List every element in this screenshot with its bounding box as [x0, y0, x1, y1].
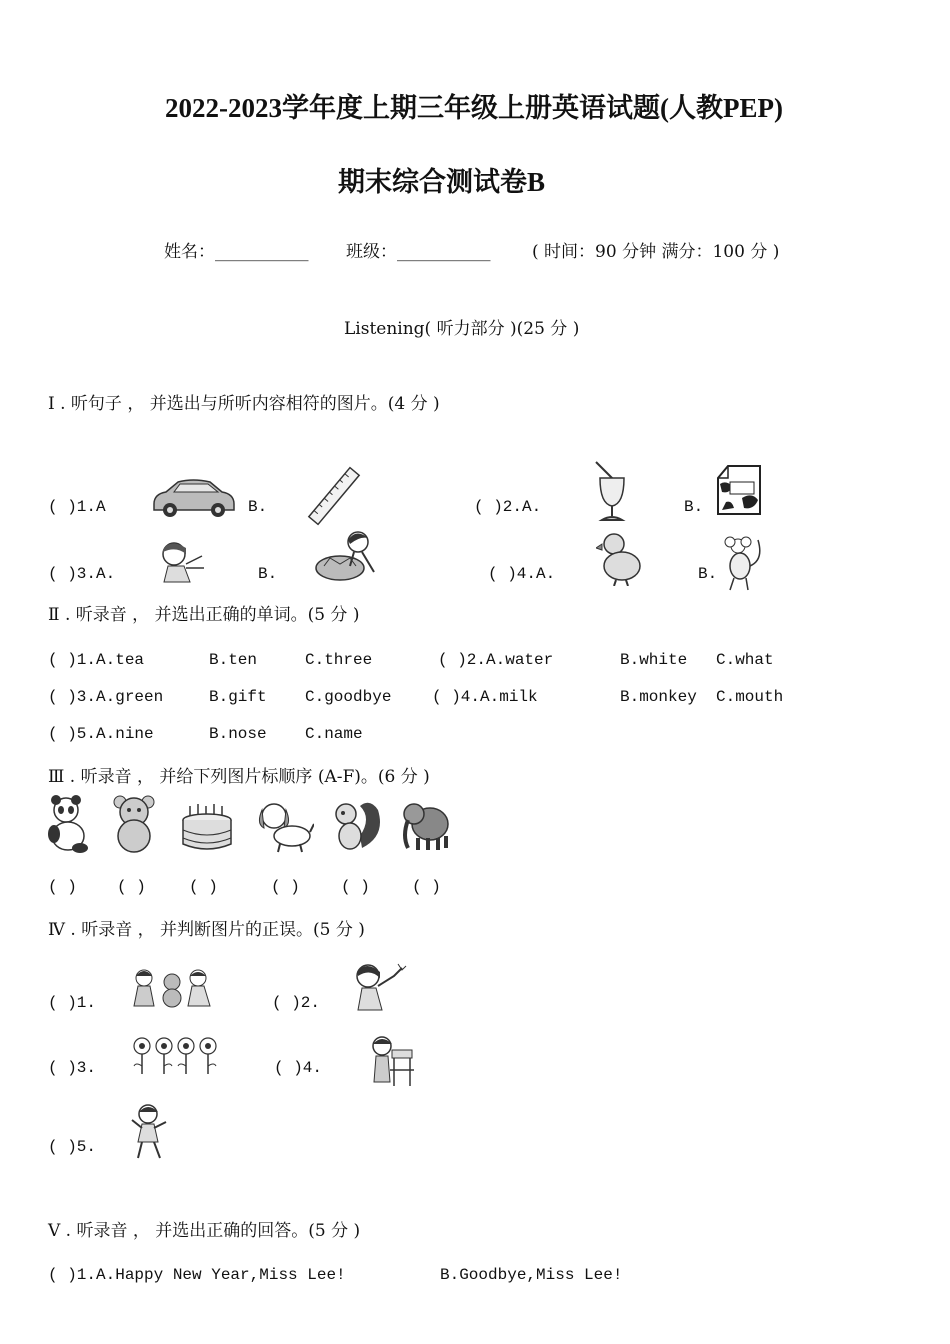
s1-item2-number: ( )2.A. — [474, 498, 542, 516]
s3-blank-6: ( ) — [412, 878, 441, 896]
s5-item1-option-a: ( )1.A.Happy New Year,Miss Lee! — [48, 1266, 346, 1284]
s2-row3-col3: C.name — [305, 725, 363, 743]
s4-item2-number: ( )2. — [272, 994, 321, 1012]
listening-section-header: Listening( 听力部分 )(25 分 ) — [344, 319, 580, 339]
four-flowers-icon — [130, 1036, 220, 1076]
s1-item3-number: ( )3.A. — [48, 565, 116, 583]
section5-title: Ⅴ . 听录音 ， 并选出正确的回答。(5 分 ) — [48, 1221, 361, 1241]
dog-icon — [256, 800, 314, 854]
section2-title: Ⅱ . 听录音 ， 并选出正确的单词。(5 分 ) — [48, 605, 360, 625]
ruler-icon — [304, 466, 364, 526]
s1-item1-option-b: B. — [248, 498, 268, 516]
girl-jumping-icon — [130, 1102, 170, 1162]
s2-row2-col6: C.mouth — [716, 688, 784, 706]
bear-icon — [108, 794, 160, 854]
section3-title: Ⅲ . 听录音 ， 并给下列图片标顺序 (A-F)。(6 分 ) — [48, 767, 430, 787]
s1-item2-option-b: B. — [684, 498, 704, 516]
squirrel-icon — [330, 796, 382, 854]
girl-at-table-icon — [368, 1034, 416, 1090]
s4-item5-number: ( )5. — [48, 1138, 97, 1156]
s1-item3-option-b: B. — [258, 565, 278, 583]
time-score-info: ( 时间：90 分钟 满分：100 分 ) — [532, 242, 780, 262]
s1-item4-option-b: B. — [698, 565, 718, 583]
s2-row3-col1: ( )5.A.nine — [48, 725, 154, 743]
s2-row1-col6: C.what — [716, 651, 774, 669]
s2-row2-col1: ( )3.A.green — [48, 688, 164, 706]
s2-row1-col5: B.white — [620, 651, 688, 669]
s4-item3-number: ( )3. — [48, 1059, 97, 1077]
s3-blank-2: ( ) — [117, 878, 146, 896]
s2-row1-col2: B.ten — [209, 651, 258, 669]
s2-row2-col2: B.gift — [209, 688, 267, 706]
s1-item4-number: ( )4.A. — [488, 565, 556, 583]
s2-row1-col3: C.three — [305, 651, 373, 669]
milk-carton-icon — [712, 462, 766, 518]
section4-title: Ⅳ . 听录音 ， 并判断图片的正误。(5 分 ) — [48, 920, 365, 940]
page-subtitle: 期末综合测试卷B — [338, 167, 546, 197]
panda-icon — [44, 794, 92, 854]
elephant-icon — [400, 796, 452, 854]
girl-icon — [150, 538, 216, 584]
s2-row1-col4: ( )2.A.water — [438, 651, 554, 669]
s1-item1-number: ( )1.A — [48, 498, 106, 516]
duck-icon — [596, 530, 644, 586]
children-with-bear-icon — [130, 966, 216, 1012]
s2-row2-col3: C.goodbye — [305, 688, 392, 706]
s4-item1-number: ( )1. — [48, 994, 97, 1012]
s3-blank-3: ( ) — [189, 878, 218, 896]
s3-blank-1: ( ) — [48, 878, 77, 896]
s2-row3-col2: B.nose — [209, 725, 267, 743]
section1-title: Ⅰ . 听句子 ， 并选出与所听内容相符的图片。(4 分 ) — [48, 394, 440, 414]
s3-blank-4: ( ) — [271, 878, 300, 896]
cake-icon — [178, 800, 236, 854]
s2-row2-col5: B.monkey — [620, 688, 697, 706]
s5-item1-option-b: B.Goodbye,Miss Lee! — [440, 1266, 623, 1284]
girl-waving-icon — [348, 960, 408, 1012]
s2-row1-col1: ( )1.A.tea — [48, 651, 145, 669]
s3-blank-5: ( ) — [341, 878, 370, 896]
page-title: 2022-2023学年度上期三年级上册英语试题(人教PEP) — [165, 93, 783, 123]
class-field-label: 班级：___________ — [346, 242, 491, 262]
car-icon — [148, 474, 238, 520]
juice-glass-icon — [590, 460, 634, 524]
mouse-icon — [718, 536, 766, 592]
name-field-label: 姓名：___________ — [164, 242, 309, 262]
s2-row2-col4: ( )4.A.milk — [432, 688, 538, 706]
s4-item4-number: ( )4. — [274, 1059, 323, 1077]
girl-on-turtle-icon — [310, 528, 380, 584]
